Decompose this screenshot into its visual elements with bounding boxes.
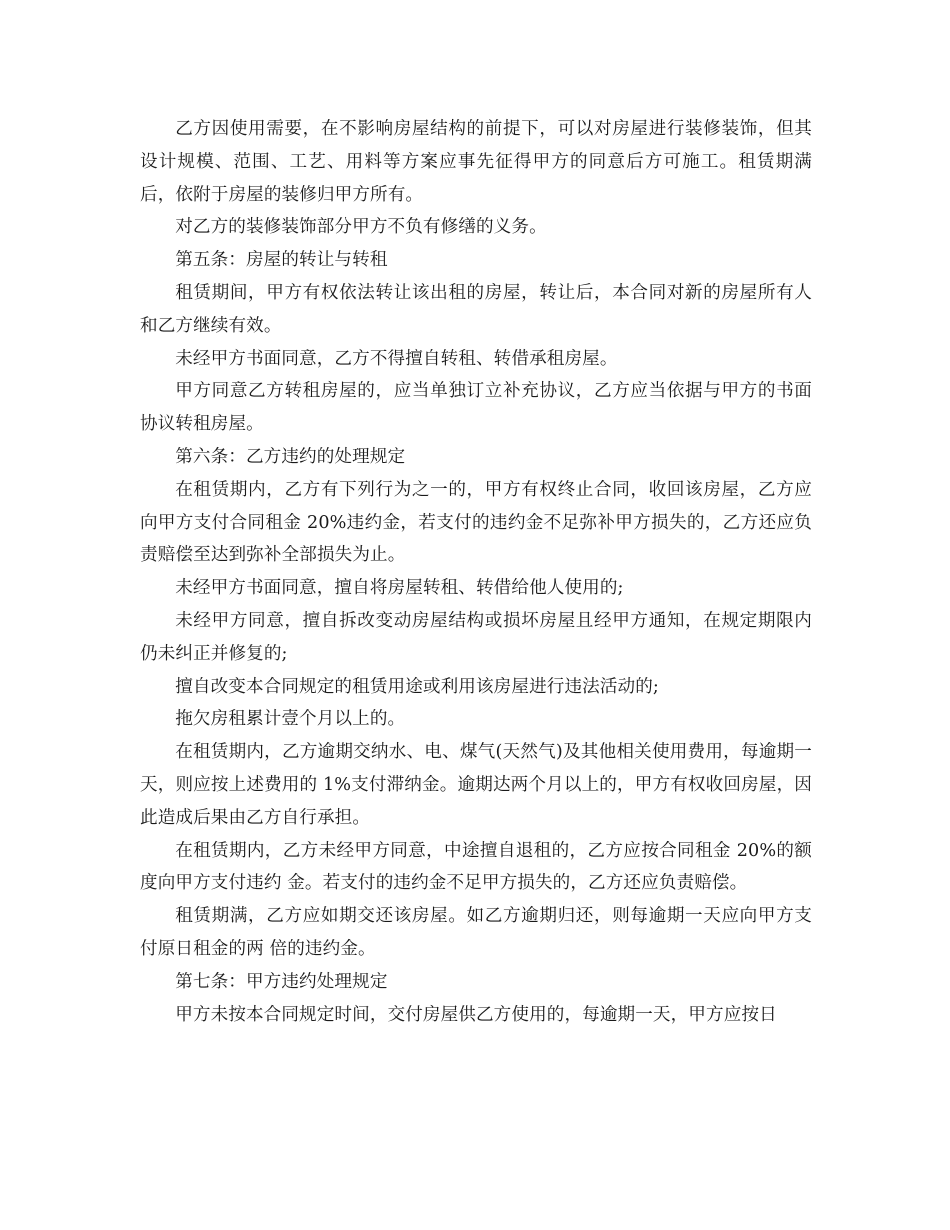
document-body <box>140 113 812 1031</box>
heading-article-7: 第七条：甲方违约处理规定 <box>175 971 388 992</box>
paragraph-transfer: 租赁期间，甲方有权依法转让该出租的房屋，转让后，本合同对新的房屋所有人和乙方继续有效。 <box>140 282 812 336</box>
paragraph-no-sublet: 未经甲方书面同意，乙方不得擅自转租、转借承租房屋。 <box>175 348 618 369</box>
paragraph-late-fees: 在租赁期内，乙方逾期交纳水、电、煤气(天然气)及其他相关使用费用，每逾期一天，则应按上述费用的 1%支付滞纳金。逾期达两个月以上的，甲方有权收回房屋，因此造成后果由乙方自行承担。 <box>140 742 812 828</box>
paragraph-sublet-agreement: 甲方同意乙方转租房屋的，应当单独订立补充协议，乙方应当依据与甲方的书面协议转租房屋。 <box>140 381 812 435</box>
paragraph-overdue-return: 租赁期满，乙方应如期交还该房屋。如乙方逾期归还，则每逾期一天应向甲方支付原日租金的两 倍的违约金。 <box>140 906 812 959</box>
paragraph-renovation: 乙方因使用需要，在不影响房屋结构的前提下，可以对房屋进行装修装饰，但其设计规模、范围、工艺、用料等方案应事先征得甲方的同意后方可施工。租赁期满后，依附于房屋的装修归甲方所有。 <box>140 119 812 205</box>
paragraph-landlord-breach: 甲方未按本合同规定时间，交付房屋供乙方使用的，每逾期一天，甲方应按日 <box>175 1004 777 1025</box>
paragraph-breach-3: 擅自改变本合同规定的租赁用途或利用该房屋进行违法活动的; <box>175 676 659 697</box>
heading-article-6: 第六条：乙方违约的处理规定 <box>175 446 406 467</box>
paragraph-termination: 在租赁期内，乙方有下列行为之一的，甲方有权终止合同，收回该房屋，乙方应向甲方支付合同租金 20%违约金，若支付的违约金不足弥补甲方损失的，乙方还应负责赔偿至达到弥补全部损失为止。 <box>140 479 812 566</box>
paragraph-breach-2: 未经甲方同意，擅自拆改变动房屋结构或损坏房屋且经甲方通知，在规定期限内仍未纠正并修复的; <box>140 610 812 664</box>
heading-article-5: 第五条：房屋的转让与转租 <box>175 250 388 271</box>
paragraph-breach-1: 未经甲方书面同意，擅自将房屋转租、转借给他人使用的; <box>175 578 624 599</box>
paragraph-renovation-repair: 对乙方的装修装饰部分甲方不负有修缮的义务。 <box>175 217 547 238</box>
paragraph-breach-4: 拖欠房租累计壹个月以上的。 <box>175 709 406 730</box>
paragraph-early-termination: 在租赁期内，乙方未经甲方同意，中途擅自退租的，乙方应按合同租金 20%的额度向甲方支付违约 金。若支付的违约金不足甲方损失的，乙方还应负责赔偿。 <box>140 840 812 894</box>
